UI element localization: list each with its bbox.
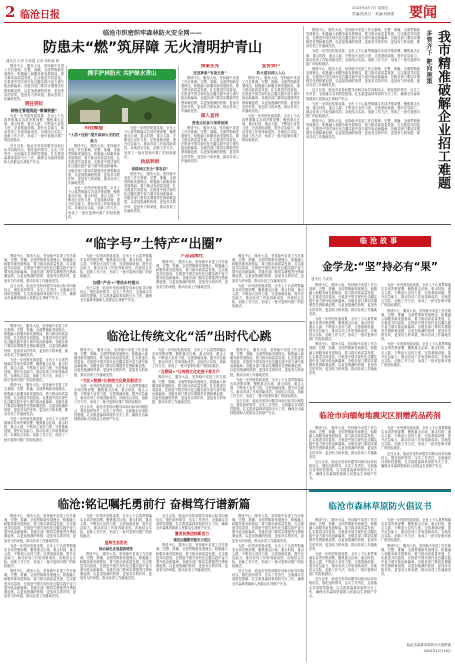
a1-col2-p1: 围绕中心、服务大局，坚持稳中求进工作总基调，完整、准确、全面贯彻新发展理念，积极融入和服务新发展格局，着力推动高质量发展，扎实推进共同富裕，在推进中国式现代化边疆实践中奋力谱写临沧新篇章。各级各部门要切实增强责任感和紧迫感，以更加饱满的热情、更加务实的作风、更加有力的举措，推动各项工作落地见效。 [68, 144, 120, 185]
issue-date: 2023年4月7日 星期五 [352, 6, 389, 10]
a3-col4-p2: 为进一步巩固发展成果，全市上下认真贯彻落实各项决策部署，聚焦重点区域、重点时段、重点人群，不断加大宣传力度，完善基础设施，提升应急能力，推动各项工作取得新成效。各地结合实际，创新工作方法，形成了一批可复制可推广的经验做法。 [232, 283, 304, 309]
a1-col1-p3: 近日以来，临沧市坚持问题导向和目标导向相结合，强化组织领导，压实工作责任，全面落实各项防控措施，扎实推进森林草原防灭火工作，确保全市森林资源和人民群众生命财产安全。 [4, 143, 64, 164]
editor-credit: 责编/段美芬 [352, 12, 372, 16]
a1-sub2b: 网格化管理筑起“铜墙铁壁” [10, 107, 58, 113]
a7-col2 [80, 514, 152, 661]
a5-col2 [74, 348, 148, 484]
a4-col2-p1: 为进一步巩固发展成果，全市上下认真贯彻落实各项决策部署，聚焦重点区域、重点时段、重点人群，不断加大宣传力度，完善基础设施，提升应急能力，推动各项工作取得新成效。各地结合实际，创新工作方法，形成了一批可复制可推广的经验做法。 [381, 283, 451, 308]
a1-col5-p1: 围绕中心、服务大局，坚持稳中求进工作总基调，完整、准确、全面贯彻新发展理念，积极融入和服务新发展格局，着力推动高质量发展，扎实推进共同富裕，在推进中国式现代化边疆实践中奋力谱写临沧新篇章。各级各部门要切实增强责任感和紧迫感，以更加饱满的热情、更加务实的作风、更加有力的举措，推动各项工作落地见效。 [242, 76, 300, 113]
a8-col2 [381, 518, 451, 636]
article-forest-fire [4, 26, 301, 223]
a1-col2-p2: 为进一步巩固发展成果，全市上下认真贯彻落实各项决策部署，聚焦重点区域、重点时段、重点人群，不断加大宣传力度，完善基础设施，提升应急能力，推动各项工作取得新成效。各地结合实际，创新工作方法，形成了一批可复制可推广的经验做法。 [68, 185, 120, 219]
a1-col3 [124, 126, 176, 220]
a3-col4 [232, 254, 304, 320]
a7-col1-p1: 围绕中心、服务大局，坚持稳中求进工作总基调，完整、准确、全面贯彻新发展理念，积极融入和服务新发展格局，着力推动高质量发展，扎实推进共同富裕，在推进中国式现代化边疆实践中奋力谱写临沧新篇章。各级各部门要切实增强责任感和紧迫感，以更加饱满的热情、更加务实的作风、更加有力的举措，推动各项工作落地见效。 [4, 514, 76, 543]
a5-col1-p4: 为进一步巩固发展成果，全市上下认真贯彻落实各项决策部署，聚焦重点区域、重点时段、重点人群，不断加大宣传力度，完善基础设施，提升应急能力，推动各项工作取得新成效。各地结合实际，创新工作方法，形成了一批可复制可推广的经验做法。 [4, 417, 68, 442]
a1-sub6: 深入宣传 [200, 113, 220, 119]
a1-sub5: 执法利剑 [140, 159, 160, 165]
a1-banner-text: 携手护林防火 共护绿水青山 [87, 71, 157, 77]
a7-col1-p3: 围绕中心、服务大局，坚持稳中求进工作总基调，完整、准确、全面贯彻新发展理念，积极融入和服务新发展格局，着力推动高质量发展，扎实推进共同富裕，在推进中国式现代化边疆实践中奋力谱写临沧新篇章。各级各部门要切实增强责任感和紧迫感，以更加饱满的热情、更加务实的作风、更加有力的举措，推动各项工作落地见效。 [4, 569, 76, 598]
article-hiring [306, 26, 451, 224]
a4-headline: 金学龙:“坚”持必有“果” [322, 261, 438, 273]
a4-banner [329, 236, 431, 247]
a5-sub2: “互联网+”让传统文化走进千家万户 [158, 369, 220, 375]
a1-byline: 通讯员 记者 田秋霞 记者 杨秋蓉 摄 [6, 59, 59, 63]
mid-column-divider [306, 225, 307, 489]
a1-divider-2 [178, 66, 179, 220]
bottom-column-divider [306, 490, 307, 662]
a2-body [306, 28, 420, 222]
a2-vertical-kicker: 多管齐下 靶向施策 [425, 30, 432, 85]
a1-sub4b: 防火意识深入人心 [256, 71, 286, 75]
a1-sub5b: 保障林区安全“零容忍” [131, 166, 169, 171]
article-forge-ahead [4, 490, 304, 662]
a4-col1-p3: 围绕中心、服务大局，坚持稳中求进工作总基调，完整、准确、全面贯彻新发展理念，积极融入和服务新发展格局，着力推动高质量发展，扎实推进共同富裕，在推进中国式现代化边疆实践中奋力谱写临沧新篇章。各级各部门要切实增强责任感和紧迫感，以更加饱满的热情、更加务实的作风、更加有力的举措，推动各项工作落地见效。 [309, 342, 377, 375]
a7-sub1: 坚持生态优先 [104, 539, 128, 545]
a7-col3 [156, 514, 228, 661]
a8-col1-p2: 为进一步巩固发展成果，全市上下认真贯彻落实各项决策部署，聚焦重点区域、重点时段、重点人群，不断加大宣传力度，完善基础设施，提升应急能力，推动各项工作取得新成效。各地结合实际，创新工作方法，形成了一批可复制可推广的经验做法。 [309, 551, 377, 577]
a3-col2-p2: 近日以来，临沧市坚持问题导向和目标导向相结合，强化组织领导，压实工作责任，全面落实各项防控措施，扎实推进森林草原防灭火工作，确保全市森林资源和人民群众生命财产安全。 [80, 285, 152, 302]
a5-col3-p2: 围绕中心、服务大局，坚持稳中求进工作总基调，完整、准确、全面贯彻新发展理念，积极融入和服务新发展格局，着力推动高质量发展，扎实推进共同富裕，在推进中国式现代化边疆实践中奋力谱写临沧新篇章。各级各部门要切实增强责任感和紧迫感，以更加饱满的热情、更加务实的作风、更加有力的举措，推动各项工作落地见效。 [152, 375, 226, 405]
a1-col1-p1: 围绕中心、服务大局，坚持稳中求进工作总基调，完整、准确、全面贯彻新发展理念，积极融入和服务新发展格局，着力推动高质量发展，扎实推进共同富裕，在推进中国式现代化边疆实践中奋力谱写临沧新篇章。各级各部门要切实增强责任感和紧迫感，以更加饱满的热情、更加务实的作风、更加有力的举措，推动各项工作落地见效。 [4, 64, 64, 101]
a1-col4 [181, 64, 239, 220]
a5-col4 [230, 348, 304, 484]
article-story [309, 226, 451, 402]
a3-col1-p2: 近日以来，临沧市坚持问题导向和目标导向相结合，强化组织领导，压实工作责任，全面落实各项防控措施，扎实推进森林草原防灭火工作，确保全市森林资源和人民群众生命财产安全。 [4, 283, 76, 300]
a4-col2-p2: 围绕中心、服务大局，坚持稳中求进工作总基调，完整、准确、全面贯彻新发展理念，积极融入和服务新发展格局，着力推动高质量发展，扎实推进共同富裕，在推进中国式现代化边疆实践中奋力谱写临沧新篇章。各级各部门要切实增强责任感和紧迫感，以更加饱满的热情、更加务实的作风、更加有力的举措，推动各项工作落地见效。 [381, 308, 451, 342]
a4-col1-p1: 围绕中心、服务大局，坚持稳中求进工作总基调，完整、准确、全面贯彻新发展理念，积极融入和服务新发展格局，着力推动高质量发展，扎实推进共同富裕，在推进中国式现代化边疆实践中奋力谱写临沧新篇章。各级各部门要切实增强责任感和紧迫感，以更加饱满的热情、更加务实的作风、更加有力的举措，推动各项工作落地见效。 [309, 283, 377, 316]
paper-name: 临沧日报 [20, 10, 60, 21]
a7-col2-p2: 围绕中心、服务大局，坚持稳中求进工作总基调，完整、准确、全面贯彻新发展理念，积极融入和服务新发展格局，着力推动高质量发展，扎实推进共同富裕，在推进中国式现代化边疆实践中奋力谱写临沧新篇章。各级各部门要切实增强责任感和紧迫感，以更加饱满的热情、更加务实的作风、更加有力的举措，推动各项工作落地见效。 [80, 551, 152, 581]
a7-col1-p2: 为进一步巩固发展成果，全市上下认真贯彻落实各项决策部署，聚焦重点区域、重点时段、重点人群，不断加大宣传力度，完善基础设施，提升应急能力，推动各项工作取得新成效。各地结合实际，创新工作方法，形成了一批可复制可推广的经验做法。 [4, 543, 76, 569]
a8-headline: 临沧市森林草原防火倡议书 [328, 502, 432, 512]
a7-col4 [232, 514, 304, 661]
a4-byline: 通讯员 马成泰 [311, 277, 333, 281]
divider-row-1 [4, 224, 451, 225]
a2-p4: 近日以来，临沧市坚持问题导向和目标导向相结合，强化组织领导，压实工作责任，全面落实各项防控措施，扎实推进森林草原防灭火工作，确保全市森林资源和人民群众生命财产安全。 [306, 88, 420, 101]
designer-credit: 美编/刘海燕 [375, 12, 395, 16]
a1-banner [68, 69, 176, 80]
a3-sub2: 加强“产业+”带动乡村振兴 [92, 279, 140, 285]
article-local-products [4, 226, 304, 321]
a3-col3-p: 围绕中心、服务大局，坚持稳中求进工作总基调，完整、准确、全面贯彻新发展理念，积极融入和服务新发展格局，着力推动高质量发展，扎实推进共同富裕，在推进中国式现代化边疆实践中奋力谱写临沧新篇章。各级各部门要切实增强责任感和紧迫感，以更加饱满的热情、更加务实的作风、更加有力的举措，推动各项工作落地见效。 [156, 260, 228, 289]
divider-a6-top [309, 402, 451, 403]
a1-col2 [68, 126, 120, 220]
a7-col1 [4, 514, 76, 661]
a1-col4-p2: 围绕中心、服务大局，坚持稳中求进工作总基调，完整、准确、全面贯彻新发展理念，积极融入和服务新发展格局，着力推动高质量发展，扎实推进共同富裕，在推进中国式现代化边疆实践中奋力谱写临沧新篇章。各级各部门要切实增强责任感和紧迫感，以更加饱满的热情、更加务实的作风、更加有力的举措，推动各项工作落地见效。 [181, 125, 239, 163]
article-proposal [309, 490, 451, 662]
a5-col3-p1: 为进一步巩固发展成果，全市上下认真贯彻落实各项决策部署，聚焦重点区域、重点时段、重点人群，不断加大宣传力度，完善基础设施，提升应急能力，推动各项工作取得新成效。各地结合实际，创新工作方法，形成了一批可复制可推广的经验做法。 [152, 348, 226, 369]
a1-sub4: 宣传到户 [261, 64, 281, 69]
a5-col4-p3: 近日以来，临沧市坚持问题导向和目标导向相结合，强化组织领导，压实工作责任，全面落实各项防控措施，扎实推进森林草原防灭火工作，确保全市森林资源和人民群众生命财产安全。 [230, 399, 304, 416]
a5-col1 [4, 324, 68, 484]
a6-col1-p1: 围绕中心、服务大局，坚持稳中求进工作总基调，完整、准确、全面贯彻新发展理念，积极融入和服务新发展格局，着力推动高质量发展，扎实推进共同富裕，在推进中国式现代化边疆实践中奋力谱写临沧新篇章。各级各部门要切实增强责任感和紧迫感，以更加饱满的热情、更加务实的作风、更加有力的举措，推动各项工作落地见效。 [309, 426, 377, 459]
a4-banner-text: 临沧故事 [360, 237, 400, 245]
a4-col2-p3: 为进一步巩固发展成果，全市上下认真贯彻落实各项决策部署，聚焦重点区域、重点时段、重点人群，不断加大宣传力度，完善基础设施，提升应急能力，推动各项工作取得新成效。各地结合实际，创新工作方法，形成了一批可复制可推广的经验做法。 [381, 342, 451, 367]
a7-sub1b: 推动绿色发展提质增效 [99, 546, 133, 551]
a5-col2-p2: 为进一步巩固发展成果，全市上下认真贯彻落实各项决策部署，聚焦重点区域、重点时段、重点人群，不断加大宣传力度，完善基础设施，提升应急能力，推动各项工作取得新成效。各地结合实际，创新工作方法，形成了一批可复制可推广的经验做法。 [74, 383, 148, 405]
a5-col1-p2: 为进一步巩固发展成果，全市上下认真贯彻落实各项决策部署，聚焦重点区域、重点时段、重点人群，不断加大宣传力度，完善基础设施，提升应急能力，推动各项工作取得新成效。各地结合实际，创新工作方法，形成了一批可复制可推广的经验做法。 [4, 357, 68, 383]
a2-p6: 围绕中心、服务大局，坚持稳中求进工作总基调，完整、准确、全面贯彻新发展理念，积极融入和服务新发展格局，着力推动高质量发展，扎实推进共同富裕，在推进中国式现代化边疆实践中奋力谱写临沧新篇章。各级各部门要切实增强责任感和紧迫感，以更加饱满的热情、更加务实的作风、更加有力的举措，推动各项工作落地见效。 [306, 118, 420, 140]
a1-headline: 防患未“燃”筑屏障 无火清明护青山 [42, 40, 263, 56]
a8-col1-p3: 近日以来，临沧市坚持问题导向和目标导向相结合，强化组织领导，压实工作责任，全面落实各项防控措施，扎实推进森林草原防灭火工作，确保全市森林资源和人民群众生命财产安全。 [309, 577, 377, 598]
a1-col1 [4, 64, 64, 220]
a8-col1 [309, 518, 377, 648]
a7-col2-p1: 为进一步巩固发展成果，全市上下认真贯彻落实各项决策部署，聚焦重点区域、重点时段、重点人群，不断加大宣传力度，完善基础设施，提升应急能力，推动各项工作取得新成效。各地结合实际，创新工作方法，形成了一批可复制可推广的经验做法。 [80, 514, 152, 539]
a1-col1-p2: 为进一步巩固发展成果，全市上下认真贯彻落实各项决策部署，聚焦重点区域、重点时段、重点人群，不断加大宣传力度，完善基础设施，提升应急能力，推动各项工作取得新成效。各地结合实际，创新工作方法，形成了一批可复制可推广的经验做法。 [4, 113, 64, 143]
a2-p2: 为进一步巩固发展成果，全市上下认真贯彻落实各项决策部署，聚焦重点区域、重点时段、重点人群，不断加大宣传力度，完善基础设施，提升应急能力，推动各项工作取得新成效。各地结合实际，创新工作方法，形成了一批可复制可推广的经验做法。 [306, 49, 420, 66]
masthead-rule [4, 22, 451, 23]
a8-col2-p1: 为进一步巩固发展成果，全市上下认真贯彻落实各项决策部署，聚焦重点区域、重点时段、重点人群，不断加大宣传力度，完善基础设施，提升应急能力，推动各项工作取得新成效。各地结合实际，创新工作方法，形成了一批可复制可推广的经验做法。 [381, 518, 451, 543]
a1-photo-scene [68, 80, 176, 124]
a6-col1 [309, 426, 377, 488]
a5-col3 [152, 348, 226, 484]
a7-col4-p3: 近日以来，临沧市坚持问题导向和目标导向相结合，强化组织领导，压实工作责任，全面落实各项防控措施，扎实推进森林草原防灭火工作，确保全市森林资源和人民群众生命财产安全。 [232, 569, 304, 586]
a8-col2-p2: 围绕中心、服务大局，坚持稳中求进工作总基调，完整、准确、全面贯彻新发展理念，积极融入和服务新发展格局，着力推动高质量发展，扎实推进共同富裕，在推进中国式现代化边疆实践中奋力谱写临沧新篇章。各级各部门要切实增强责任感和紧迫感，以更加饱满的热情、更加务实的作风、更加有力的举措，推动各项工作落地见效。 [381, 543, 451, 577]
page-number: 2 [5, 3, 16, 21]
a1-col3-p1: 为进一步巩固发展成果，全市上下认真贯彻落实各项决策部署，聚焦重点区域、重点时段、重点人群，不断加大宣传力度，完善基础设施，提升应急能力，推动各项工作取得新成效。各地结合实际，创新工作方法，形成了一批可复制可推广的经验做法。 [124, 126, 176, 159]
a5-col1-p3: 围绕中心、服务大局，坚持稳中求进工作总基调，完整、准确、全面贯彻新发展理念，积极融入和服务新发展格局，着力推动高质量发展，扎实推进共同富裕，在推进中国式现代化边疆实践中奋力谱写临沧新篇章。各级各部门要切实增强责任感和紧迫感，以更加饱满的热情、更加务实的作风、更加有力的举措，推动各项工作落地见效。 [4, 383, 68, 416]
a1-photo [68, 80, 176, 124]
a1-sub3b: 应急准备“有备无患” [193, 71, 227, 75]
a1-col4-p1: 围绕中心、服务大局，坚持稳中求进工作总基调，完整、准确、全面贯彻新发展理念，积极融入和服务新发展格局，着力推动高质量发展，扎实推进共同富裕，在推进中国式现代化边疆实践中奋力谱写临沧新篇章。各级各部门要切实增强责任感和紧迫感，以更加饱满的热情、更加务实的作风、更加有力的举措，推动各项工作落地见效。 [181, 76, 239, 113]
a5-headline: 临沧让传统文化“活”出时代心跳 [106, 329, 272, 343]
a1-sub3: 预案在先 [200, 64, 220, 69]
top-column-divider [303, 26, 304, 224]
a2-p1: 围绕中心、服务大局，坚持稳中求进工作总基调，完整、准确、全面贯彻新发展理念，积极融入和服务新发展格局，着力推动高质量发展，扎实推进共同富裕，在推进中国式现代化边疆实践中奋力谱写临沧新篇章。各级各部门要切实增强责任感和紧迫感，以更加饱满的热情、更加务实的作风、更加有力的举措，推动各项工作落地见效。 [306, 28, 420, 49]
a6-col2-p1: 为进一步巩固发展成果，全市上下认真贯彻落实各项决策部署，聚焦重点区域、重点时段、重点人群，不断加大宣传力度，完善基础设施，提升应急能力，推动各项工作取得新成效。各地结合实际，创新工作方法，形成了一批可复制可推广的经验做法。 [381, 426, 451, 451]
a7-col3-p1: 近日以来，临沧市坚持问题导向和目标导向相结合，强化组织领导，压实工作责任，全面落实各项防控措施，扎实推进森林草原防灭火工作，确保全市森林资源和人民群众生命财产安全。 [156, 514, 228, 531]
a6-col2-p2: 近日以来，临沧市坚持问题导向和目标导向相结合，强化组织领导，压实工作责任，全面落实各项防控措施，扎实推进森林草原防灭火工作，确保全市森林资源和人民群众生命财产安全。 [381, 451, 451, 468]
a6-col1-p2: 近日以来，临沧市坚持问题导向和目标导向相结合，强化组织领导，压实工作责任，全面落实各项防控措施，扎实推进森林草原防灭火工作，确保全市森林资源和人民群众生命财产安全。 [309, 459, 377, 481]
a7-col3-p2: 围绕中心、服务大局，坚持稳中求进工作总基调，完整、准确、全面贯彻新发展理念，积极融入和服务新发展格局，着力推动高质量发展，扎实推进共同富裕，在推进中国式现代化边疆实践中奋力谱写临沧新篇章。各级各部门要切实增强责任感和紧迫感，以更加饱满的热情、更加务实的作风、更加有力的举措，推动各项工作落地见效。 [156, 543, 228, 572]
a7-headline: 临沧:铭记嘱托勇前行 奋楫笃行谱新篇 [57, 497, 251, 511]
a1-kicker: 临沧市织密织牢森林防火安全网—— [103, 30, 202, 37]
a1-sub2: 责任到位 [24, 101, 44, 107]
a8-signature-date: 2024年12月18日 [423, 649, 451, 653]
a4-col2 [381, 283, 451, 400]
a5-col2-p3: 近日以来，临沧市坚持问题导向和目标导向相结合，强化组织领导，压实工作责任，全面落实各项防控措施，扎实推进森林草原防灭火工作，确保全市森林资源和人民群众生命财产安全。 [74, 405, 148, 422]
article-donation [309, 404, 451, 489]
a1-divider-1 [66, 66, 67, 220]
article-culture [4, 322, 304, 487]
a1-sub1: 科技赋能 [84, 126, 104, 131]
a8-signature: 临沧市森林草原防灭火指挥部 [406, 643, 451, 647]
a5-col1-p1: 围绕中心、服务大局，坚持稳中求进工作总基调，完整、准确、全面贯彻新发展理念，积极融入和服务新发展格局，着力推动高质量发展，扎实推进共同富裕，在推进中国式现代化边疆实践中奋力谱写临沧新篇章。各级各部门要切实增强责任感和紧迫感，以更加饱满的热情、更加务实的作风、更加有力的举措，推动各项工作落地见效。 [4, 324, 68, 357]
a3-col1-p: 围绕中心、服务大局，坚持稳中求进工作总基调，完整、准确、全面贯彻新发展理念，积极融入和服务新发展格局，着力推动高质量发展，扎实推进共同富裕，在推进中国式现代化边疆实践中奋力谱写临沧新篇章。各级各部门要切实增强责任感和紧迫感，以更加饱满的热情、更加务实的作风、更加有力的举措，推动各项工作落地见效。 [4, 254, 76, 283]
a7-sub2b: 建设边疆繁荣稳定示范区 [173, 538, 211, 543]
a2-vertical-headline: 我市精准破解企业招工难题 [435, 30, 450, 190]
a1-col5-p2: 为进一步巩固发展成果，全市上下认真贯彻落实各项决策部署，聚焦重点区域、重点时段、重点人群，不断加大宣传力度，完善基础设施，提升应急能力，推动各项工作取得新成效。各地结合实际，创新工作方法，形成了一批可复制可推广的经验做法。 [242, 113, 300, 143]
column-name: 要闻 [409, 5, 437, 21]
a3-col1 [4, 254, 76, 320]
a1-col5 [242, 64, 300, 220]
a1-sub1b: “人防+技防”提升森林火灾防控能力 [68, 133, 120, 143]
a5-sub1: “文化+旅游”让传统文化焕发新活力 [80, 377, 142, 383]
a7-sub2: 激发民族团结新活力 [174, 531, 210, 537]
a5-col4-p1: 围绕中心、服务大局，坚持稳中求进工作总基调，完整、准确、全面贯彻新发展理念，积极融入和服务新发展格局，着力推动高质量发展，扎实推进共同富裕，在推进中国式现代化边疆实践中奋力谱写临沧新篇章。各级各部门要切实增强责任感和紧迫感，以更加饱满的热情、更加务实的作风、更加有力的举措，推动各项工作落地见效。 [230, 348, 304, 377]
a3-col2 [80, 254, 152, 320]
a4-col1 [309, 283, 377, 400]
a5-col2-p1: 围绕中心、服务大局，坚持稳中求进工作总基调，完整、准确、全面贯彻新发展理念，积极融入和服务新发展格局，着力推动高质量发展，扎实推进共同富裕，在推进中国式现代化边疆实践中奋力谱写临沧新篇章。各级各部门要切实增强责任感和紧迫感，以更加饱满的热情、更加务实的作风、更加有力的举措，推动各项工作落地见效。 [74, 348, 148, 377]
a6-col2 [381, 426, 451, 488]
a6-headline: 临沧市向缅甸地震灾区捐赠药品药剂 [319, 411, 441, 420]
a7-col4-p2: 为进一步巩固发展成果，全市上下认真贯彻落实各项决策部署，聚焦重点区域、重点时段、重点人群，不断加大宣传力度，完善基础设施，提升应急能力，推动各项工作取得新成效。各地结合实际，创新工作方法，形成了一批可复制可推广的经验做法。 [232, 543, 304, 569]
a3-sub1: 产品品牌化 [180, 254, 204, 259]
a2-p5: 为进一步巩固发展成果，全市上下认真贯彻落实各项决策部署，聚焦重点区域、重点时段、重点人群，不断加大宣传力度，完善基础设施，提升应急能力，推动各项工作取得新成效。各地结合实际，创新工作方法，形成了一批可复制可推广的经验做法。 [306, 101, 420, 118]
a4-col1-p2: 为进一步巩固发展成果，全市上下认真贯彻落实各项决策部署，聚焦重点区域、重点时段、重点人群，不断加大宣传力度，完善基础设施，提升应急能力，推动各项工作取得新成效。各地结合实际，创新工作方法，形成了一批可复制可推广的经验做法。 [309, 316, 377, 342]
a2-p3: 围绕中心、服务大局，坚持稳中求进工作总基调，完整、准确、全面贯彻新发展理念，积极融入和服务新发展格局，着力推动高质量发展，扎实推进共同富裕，在推进中国式现代化边疆实践中奋力谱写临沧新篇章。各级各部门要切实增强责任感和紧迫感，以更加饱满的热情、更加务实的作风、更加有力的举措，推动各项工作落地见效。 [306, 66, 420, 88]
a5-col4-p2: 为进一步巩固发展成果，全市上下认真贯彻落实各项决策部署，聚焦重点区域、重点时段、重点人群，不断加大宣传力度，完善基础设施，提升应急能力，推动各项工作取得新成效。各地结合实际，创新工作方法，形成了一批可复制可推广的经验做法。 [230, 377, 304, 399]
a1-col3-p2: 围绕中心、服务大局，坚持稳中求进工作总基调，完整、准确、全面贯彻新发展理念，积极融入和服务新发展格局，着力推动高质量发展，扎实推进共同富裕，在推进中国式现代化边疆实践中奋力谱写临沧新篇章。各级各部门要切实增强责任感和紧迫感，以更加饱满的热情、更加务实的作风、更加有力的举措，推动各项工作落地见效。 [124, 171, 176, 213]
a3-col2-p: 为进一步巩固发展成果，全市上下认真贯彻落实各项决策部署，聚焦重点区域、重点时段、重点人群，不断加大宣传力度，完善基础设施，提升应急能力，推动各项工作取得新成效。各地结合实际，创新工作方法，形成了一批可复制可推广的经验做法。 [80, 254, 152, 279]
a3-col4-p: 围绕中心、服务大局，坚持稳中求进工作总基调，完整、准确、全面贯彻新发展理念，积极融入和服务新发展格局，着力推动高质量发展，扎实推进共同富裕，在推进中国式现代化边疆实践中奋力谱写临沧新篇章。各级各部门要切实增强责任感和紧迫感，以更加饱满的热情、更加务实的作风、更加有力的举措，推动各项工作落地见效。 [232, 254, 304, 283]
a1-sub6b: 营造全民参与浓厚氛围 [192, 120, 228, 125]
a7-col4-p1: 围绕中心、服务大局，坚持稳中求进工作总基调，完整、准确、全面贯彻新发展理念，积极融入和服务新发展格局，着力推动高质量发展，扎实推进共同富裕，在推进中国式现代化边疆实践中奋力谱写临沧新篇章。各级各部门要切实增强责任感和紧迫感，以更加饱满的热情、更加务实的作风、更加有力的举措，推动各项工作落地见效。 [232, 514, 304, 543]
a3-headline: “临字号”土特产“出圈” [84, 237, 224, 252]
a8-col1-p1: 围绕中心、服务大局，坚持稳中求进工作总基调，完整、准确、全面贯彻新发展理念，积极融入和服务新发展格局，着力推动高质量发展，扎实推进共同富裕，在推进中国式现代化边疆实践中奋力谱写临沧新篇章。各级各部门要切实增强责任感和紧迫感，以更加饱满的热情、更加务实的作风、更加有力的举措，推动各项工作落地见效。 [309, 518, 377, 551]
a3-col3 [156, 254, 228, 320]
